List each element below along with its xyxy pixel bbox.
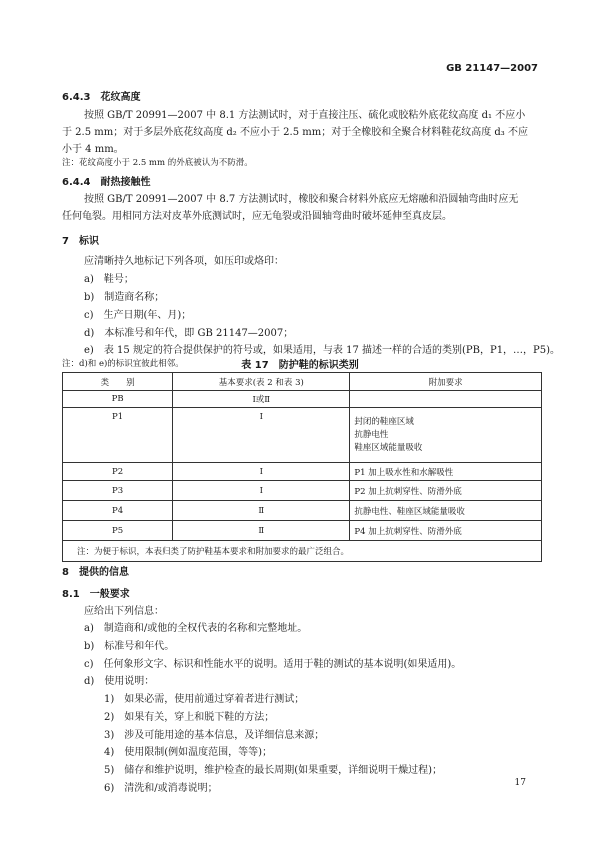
- column-header: 附加要求: [350, 373, 542, 391]
- table-header-row: [63, 373, 542, 391]
- section-6-4-4-heading: 6.4.4 耐热接触性: [62, 177, 151, 188]
- category-cell: P1: [63, 408, 173, 463]
- section-8-1-heading: 8.1 一般要求: [62, 589, 130, 600]
- extra-requirement-cell: [350, 391, 542, 408]
- category-cell: P4: [63, 501, 173, 521]
- table-row: [63, 391, 542, 408]
- basic-requirement-cell: Ⅰ: [173, 463, 350, 481]
- requirement-line: 鞋座区域能量吸收: [354, 442, 423, 453]
- list-item: d) 本标准号和年代，即 GB 21147—2007；: [84, 328, 294, 339]
- list-item: c) 任何象形文字、标识和性能水平的说明。适用于鞋的测试的基本说明(如果适用)。: [84, 659, 462, 670]
- basic-requirement-cell: Ⅱ: [173, 501, 350, 521]
- requirement-line: 抗静电性: [354, 429, 389, 440]
- sub-list-item: 4) 使用限制(例如温度范围，等等)；: [104, 747, 273, 758]
- section-intro: 应给出下列信息：: [84, 606, 164, 617]
- table-row: [63, 501, 542, 521]
- section-intro: 应清晰持久地标记下列各项，如压印或烙印：: [84, 256, 284, 267]
- table-caption: 表 17 防护鞋的标识类别: [241, 360, 359, 371]
- table-note: 注：为便于标识，本表归类了防护鞋基本要求和附加要求的最广泛组合。: [63, 541, 542, 562]
- sub-list-item: 1) 如果必需，使用前通过穿着者进行测试；: [104, 694, 305, 705]
- extra-requirement-cell: P2 加上抗刺穿性、防滑外底: [350, 481, 542, 501]
- sub-list-item: 6) 清洗和/或消毒说明；: [104, 783, 218, 794]
- extra-requirement-cell: P4 加上抗刺穿性、防滑外底: [350, 521, 542, 541]
- basic-requirement-cell: Ⅰ或Ⅱ: [173, 391, 350, 408]
- section-6-4-3-heading: 6.4.3 花纹高度: [62, 92, 141, 103]
- requirement-line: 封闭的鞋座区域: [354, 416, 414, 427]
- column-header: 类 别: [63, 373, 173, 391]
- extra-requirement-cell: P1 加上吸水性和水解吸性: [350, 463, 542, 481]
- column-header: 基本要求(表 2 和表 3): [173, 373, 350, 391]
- table-note-row: [63, 541, 542, 562]
- sub-list-item: 5) 储存和维护说明，维护检查的最长周期(如果重要，详细说明干燥过程)；: [104, 765, 443, 776]
- paragraph-line: 任何龟裂。用相同方法对皮革外底测试时，应无龟裂或沿圆轴弯曲时破坏延伸至真皮层。: [62, 211, 452, 222]
- section-7-heading: 7 标识: [62, 236, 99, 247]
- table-row: [63, 521, 542, 541]
- basic-requirement-cell: Ⅱ: [173, 521, 350, 541]
- paragraph-line: 小于 4 mm。: [62, 144, 124, 155]
- category-cell: PB: [63, 391, 173, 408]
- table-row: [63, 481, 542, 501]
- list-item: e) 表 15 规定的符合提供保护的符号或，如果适用，与表 17 描述一样的合适的类别(PB，P1，…，P5)。: [84, 345, 561, 356]
- extra-requirement-cell: [350, 408, 542, 463]
- paragraph-line: 按照 GB/T 20991—2007 中 8.7 方法测试时，橡胶和聚合材料外底应无熔融和沿圆轴弯曲时应无: [84, 194, 519, 205]
- category-cell: P2: [63, 463, 173, 481]
- list-item: c) 生产日期(年、月)；: [84, 310, 192, 321]
- basic-requirement-cell: Ⅰ: [173, 408, 350, 463]
- note-text: 注：d)和 e)的标识宜彼此相邻。: [62, 359, 184, 369]
- table-row: [63, 408, 542, 463]
- list-item: d) 使用说明：: [84, 676, 155, 687]
- paragraph-line: 按照 GB/T 20991—2007 中 8.1 方法测试时，对于直接注压、硫化或胶粘外底花纹高度 d₁ 不应小: [84, 110, 526, 121]
- sub-list-item: 3) 涉及可能用途的基本信息，及详细信息来源；: [104, 730, 325, 741]
- paragraph-line: 于 2.5 mm；对于多层外底花纹高度 d₂ 不应小于 2.5 mm；对于全橡胶和全聚合材料鞋花纹高度 d₃ 不应: [62, 127, 528, 138]
- extra-requirement-cell: 抗静电性、鞋座区域能量吸收: [350, 501, 542, 521]
- sub-list-item: 2) 如果有关，穿上和脱下鞋的方法；: [104, 712, 275, 723]
- category-cell: P3: [63, 481, 173, 501]
- category-cell: P5: [63, 521, 173, 541]
- list-item: a) 制造商和/或他的全权代表的名称和完整地址。: [84, 623, 308, 634]
- table-row: [63, 463, 542, 481]
- basic-requirement-cell: Ⅰ: [173, 481, 350, 501]
- document-code: GB 21147—2007: [446, 63, 538, 74]
- section-8-heading: 8 提供的信息: [62, 567, 129, 578]
- list-item: b) 制造商名称；: [84, 292, 165, 303]
- note-text: 注：花纹高度小于 2.5 mm 的外底被认为不防滑。: [62, 158, 253, 168]
- list-item: a) 鞋号；: [84, 274, 134, 285]
- list-item: b) 标准号和年代。: [84, 641, 175, 652]
- marking-category-table: [62, 372, 542, 562]
- page-number: 17: [514, 778, 526, 788]
